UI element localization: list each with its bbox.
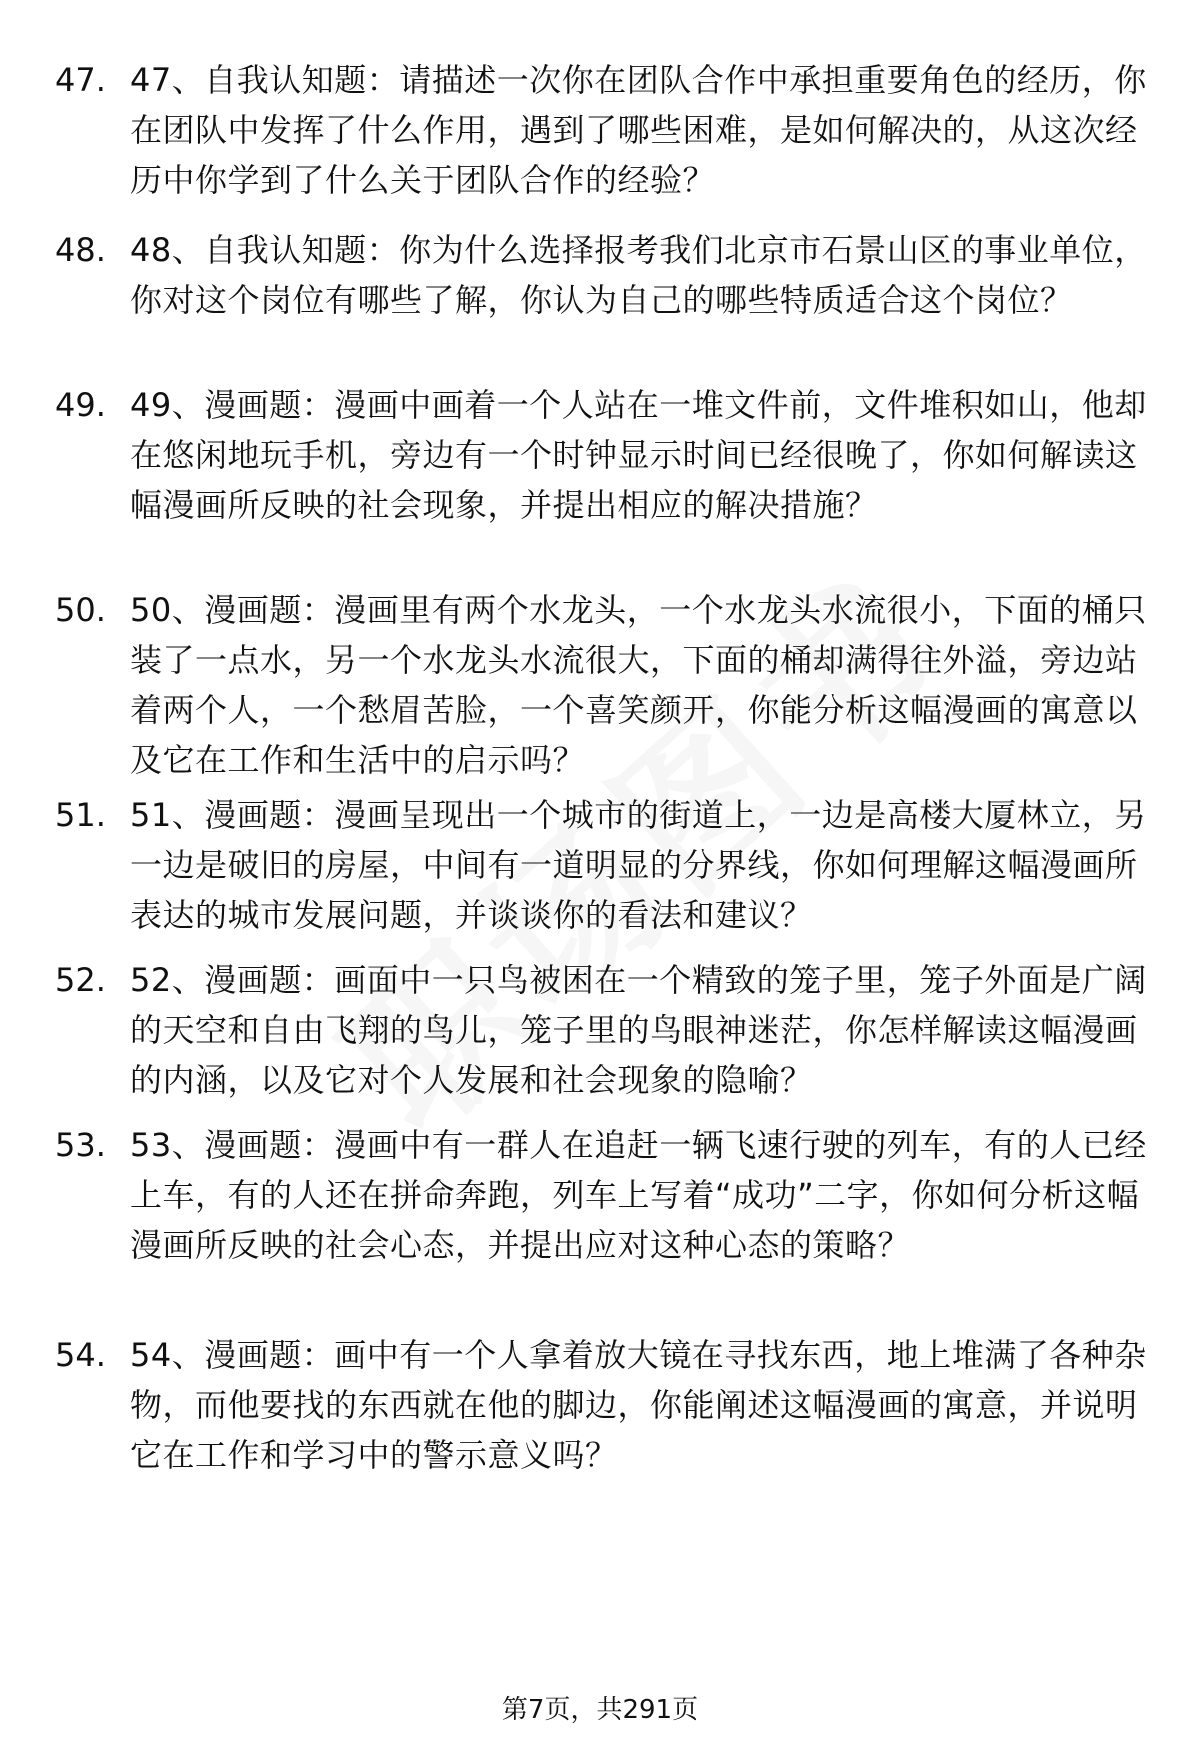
question-number: 49. — [55, 386, 106, 424]
question-text: 47、自我认知题：请描述一次你在团队合作中承担重要角色的经历，你在团队中发挥了什么作用，遇到了哪些困难，是如何解决的，从这次经历中你学到了什么关于团队合作的经验？ — [130, 61, 1147, 199]
page-number-footer: 第7页，共291页 — [501, 1695, 699, 1725]
question-text: 53、漫画题：漫画中有一群人在追赶一辆飞速行驶的列车，有的人已经上车，有的人还在拼命奔跑，列车上写着“成功”二字，你如何分析这幅漫画所反映的社会心态，并提出应对这种心态的策略？ — [130, 1126, 1147, 1264]
question-text: 50、漫画题：漫画里有两个水龙头，一个水龙头水流很小，下面的桶只装了一点水，另一个水龙头水流很大，下面的桶却满得往外溢，旁边站着两个人，一个愁眉苦脸，一个喜笑颜开，你能分析这幅漫画的寓意以及它在工作和生活中的启示吗？ — [130, 591, 1147, 779]
question-number: 54. — [55, 1336, 106, 1374]
question-text: 49、漫画题：漫画中画着一个人站在一堆文件前，文件堆积如山，他却在悠闲地玩手机，旁边有一个时钟显示时间已经很晚了，你如何解读这幅漫画所反映的社会现象，并提出相应的解决措施？ — [130, 386, 1147, 524]
question-number: 50. — [55, 591, 106, 629]
question-number: 47. — [55, 61, 106, 99]
question-text: 54、漫画题：画中有一个人拿着放大镜在寻找东西，地上堆满了各种杂物，而他要找的东西就在他的脚边，你能阐述这幅漫画的寓意，并说明它在工作和学习中的警示意义吗？ — [130, 1336, 1147, 1474]
question-text: 51、漫画题：漫画呈现出一个城市的街道上，一边是高楼大厦林立，另一边是破旧的房屋，中间有一道明显的分界线，你如何理解这幅漫画所表达的城市发展问题，并谈谈你的看法和建议？ — [130, 796, 1147, 934]
question-number: 51. — [55, 796, 106, 834]
question-number: 52. — [55, 961, 106, 999]
question-number: 48. — [55, 231, 106, 269]
question-text: 48、自我认知题：你为什么选择报考我们北京市石景山区的事业单位，你对这个岗位有哪些了解，你认为自己的哪些特质适合这个岗位？ — [130, 231, 1147, 319]
question-number: 53. — [55, 1126, 106, 1164]
question-text: 52、漫画题：画面中一只鸟被困在一个精致的笼子里，笼子外面是广阔的天空和自由飞翔的鸟儿，笼子里的鸟眼神迷茫，你怎样解读这幅漫画的内涵，以及它对个人发展和社会现象的隐喻？ — [130, 961, 1147, 1099]
